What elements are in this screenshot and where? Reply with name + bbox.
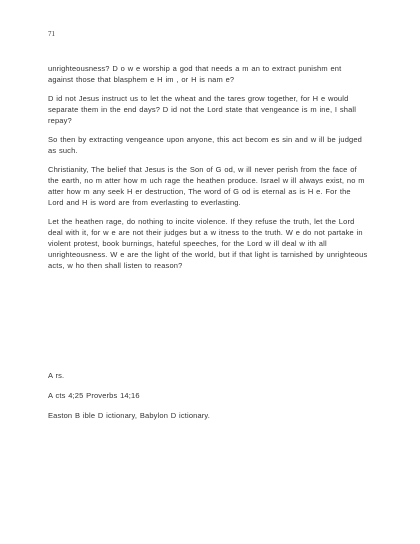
references-section	[48, 370, 368, 430]
paragraph-4: Christianity, The belief that Jesus is the Son of G od, w ill never perish from the face of the earth, no m atter how m uch rage the heathen produce. Israel w ill always exist, no m atter how m any seek H er destruction, The word of G od is eternal as is H e. For the Lord and H is word are from everlasting to everlasting.	[48, 165, 365, 207]
page-number: 71	[48, 30, 55, 38]
paragraph-2: D id not Jesus instruct us to let the wheat and the tares grow together, for H e would separate them in the end days? D id not the Lord state that vengeance is m ine, I shall repay?	[48, 94, 357, 125]
references-label: A rs.	[48, 371, 65, 380]
paragraph-3: So then by extracting vengeance upon anyone, this act becom es sin and w ill be judged as such.	[48, 135, 363, 155]
source-references: Easton B ible D ictionary, Babylon D ictionary.	[48, 411, 211, 420]
scripture-references: A cts 4;25 Proverbs 14;16	[48, 391, 140, 400]
paragraph-5: Let the heathen rage, do nothing to incite violence. If they refuse the truth, let the Lord deal with it, for w e are not their judges but a w itness to the truth. W e do not partake in violent protest, book burnings, hateful speeches, for the Lord w ill deal w ith all unrighteousness. W e are the light of the world, but if that light is tarnished by unrighteous acts, w ho then shall listen to reason?	[48, 217, 368, 270]
body-text	[48, 63, 368, 279]
paragraph-1: unrighteousness? D o w e worship a god that needs a m an to extract punishm ent against those that blasphem e H im , or H is nam e?	[48, 64, 342, 84]
